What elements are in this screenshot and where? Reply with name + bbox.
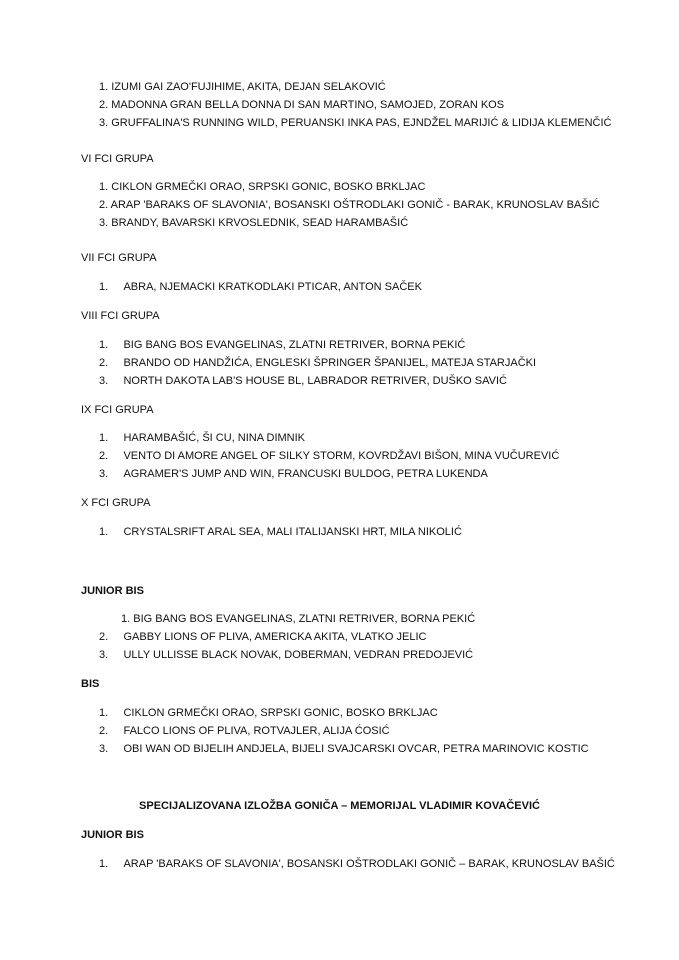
- section-title: BIS: [81, 678, 100, 690]
- section-title: VIII FCI GRUPA: [81, 310, 160, 322]
- list-item: 1. CRYSTALSRIFT ARAL SEA, MALI ITALIJANSKI HRT, MILA NIKOLIĆ: [99, 526, 462, 538]
- list-item: 3. NORTH DAKOTA LAB'S HOUSE BL, LABRADOR RETRIVER, DUŠKO SAVIĆ: [99, 375, 507, 387]
- list-item: 2. FALCO LIONS OF PLIVA, ROTVAJLER, ALIJA ĆOSIĆ: [99, 725, 390, 737]
- list-item: 3. ULLY ULLISSE BLACK NOVAK, DOBERMAN, VEDRAN PREDOJEVIĆ: [99, 649, 474, 661]
- list-item: 3. GRUFFALINA'S RUNNING WILD, PERUANSKI INKA PAS, EJNDŽEL MARIJIĆ & LIDIJA KLEMENČIĆ: [99, 117, 612, 129]
- list-item: 2. ARAP 'BARAKS OF SLAVONIA', BOSANSKI OŠTRODLAKI GONIČ - BARAK, KRUNOSLAV BAŠIĆ: [99, 199, 600, 211]
- special-heading: SPECIJALIZOVANA IZLOŽBA GONIČA – MEMORIJAL VLADIMIR KOVAČEVIĆ: [139, 800, 540, 812]
- list-item: 3. BRANDY, BAVARSKI KRVOSLEDNIK, SEAD HARAMBAŠIĆ: [99, 217, 409, 229]
- section-title: JUNIOR BIS: [81, 585, 144, 597]
- list-item: 1. CIKLON GRMEČKI ORAO, SRPSKI GONIC, BOSKO BRKLJAC: [99, 181, 426, 193]
- list-item: 1. CIKLON GRMEČKI ORAO, SRPSKI GONIC, BOSKO BRKLJAC: [99, 707, 438, 719]
- list-item: 2. MADONNA GRAN BELLA DONNA DI SAN MARTINO, SAMOJED, ZORAN KOS: [99, 99, 505, 111]
- list-item: 1. IZUMI GAI ZAO'FUJIHIME, AKITA, DEJAN SELAKOVIĆ: [99, 81, 386, 93]
- list-item: 1. ABRA, NJEMACKI KRATKODLAKI PTICAR, ANTON SAČEK: [99, 281, 422, 293]
- list-item: 1. ARAP 'BARAKS OF SLAVONIA', BOSANSKI OŠTRODLAKI GONIČ – BARAK, KRUNOSLAV BAŠIĆ: [99, 858, 615, 870]
- list-item: 2. BRANDO OD HANDŽIĆA, ENGLESKI ŠPRINGER ŠPANIJEL, MATEJA STARJAČKI: [99, 357, 537, 369]
- list-item: 3. AGRAMER'S JUMP AND WIN, FRANCUSKI BULDOG, PETRA LUKENDA: [99, 468, 488, 480]
- section-title: VII FCI GRUPA: [81, 252, 157, 264]
- list-item: 1. BIG BANG BOS EVANGELINAS, ZLATNI RETRIVER, BORNA PEKIĆ: [121, 613, 476, 625]
- list-item: 2. GABBY LIONS OF PLIVA, AMERICKA AKITA, VLATKO JELIC: [99, 631, 427, 643]
- list-item: 1. HARAMBAŠIĆ, ŠI CU, NINA DIMNIK: [99, 432, 305, 444]
- list-item: 3. OBI WAN OD BIJELIH ANDJELA, BIJELI SVAJCARSKI OVCAR, PETRA MARINOVIC KOSTIC: [99, 743, 589, 755]
- section-title: X FCI GRUPA: [81, 497, 151, 509]
- list-item: 1. BIG BANG BOS EVANGELINAS, ZLATNI RETRIVER, BORNA PEKIĆ: [99, 339, 466, 351]
- list-item: 2. VENTO DI AMORE ANGEL OF SILKY STORM, KOVRDŽAVI BIŠON, MINA VUČUREVIĆ: [99, 450, 560, 462]
- section-title: VI FCI GRUPA: [81, 153, 154, 165]
- section-title: IX FCI GRUPA: [81, 404, 154, 416]
- section-title: JUNIOR BIS: [81, 829, 144, 841]
